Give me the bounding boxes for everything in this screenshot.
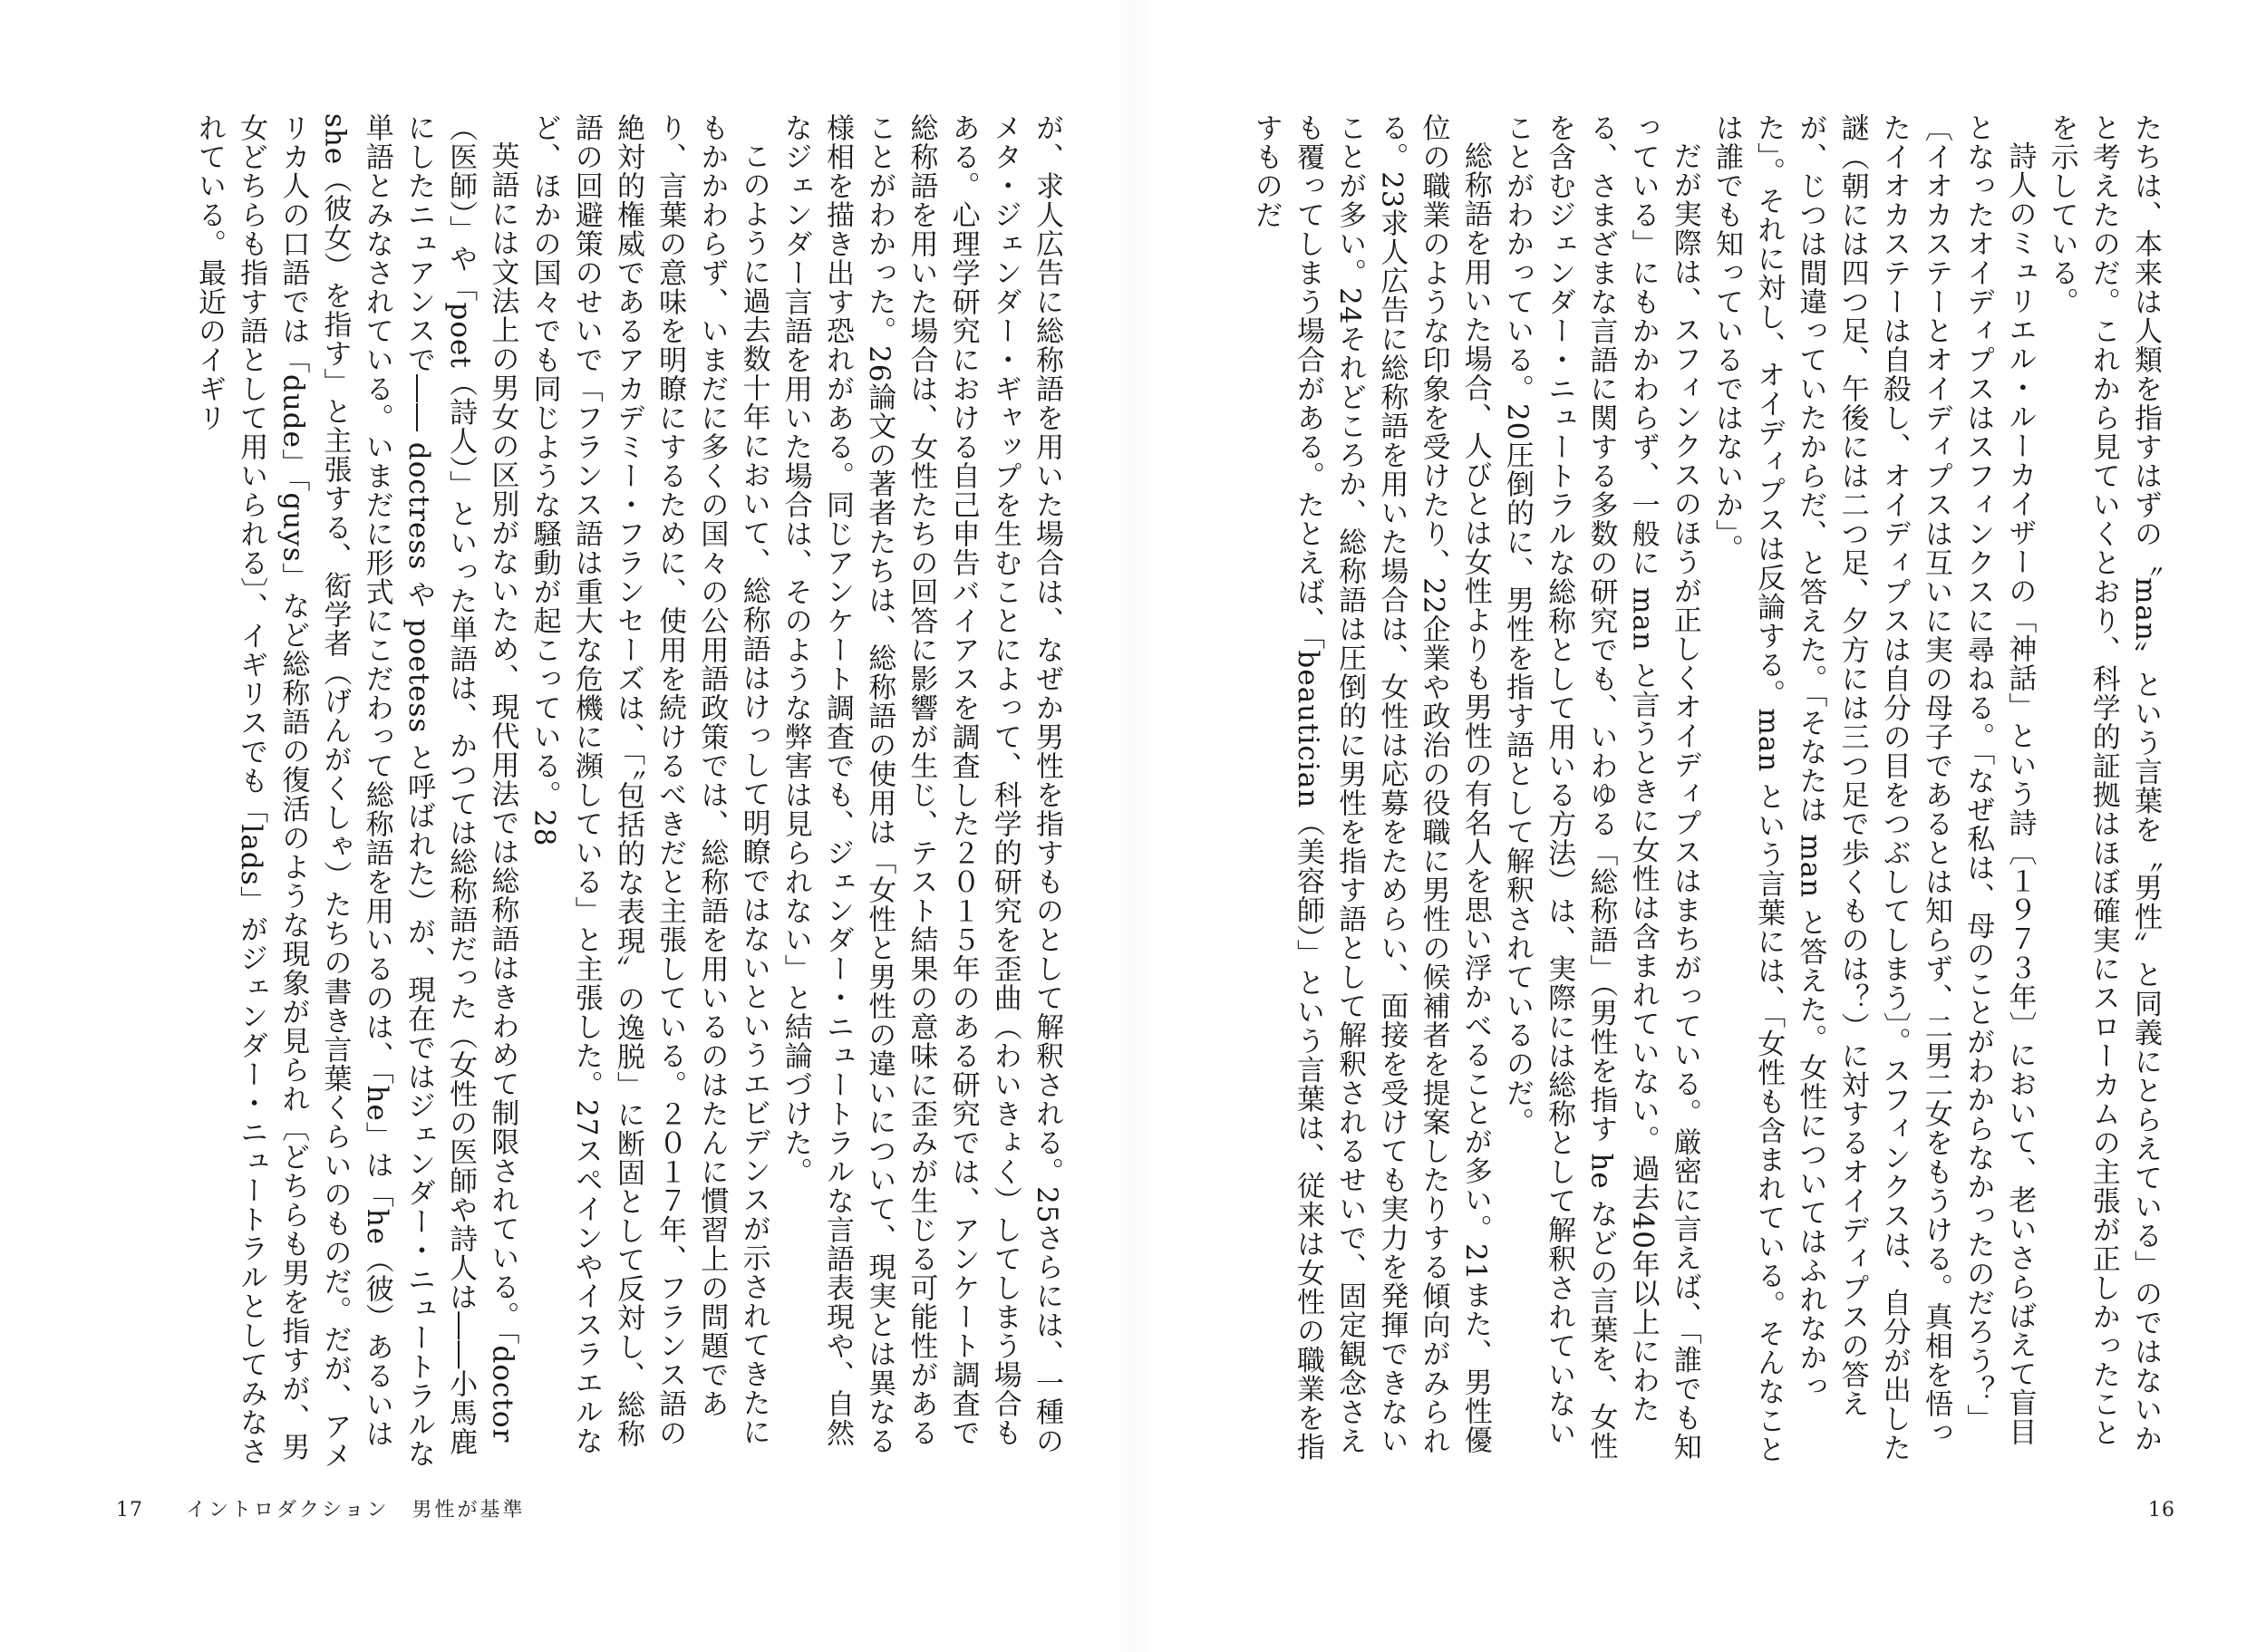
running-head: イントロダクション 男性が基準 [186,1499,526,1522]
right-page [1133,0,2266,1652]
right-page-number: 16 [2148,1499,2175,1522]
left-page-number: 17 [116,1499,143,1522]
right-page-body [1215,113,2166,1473]
left-paragraph-2: このように過去数十年において、総称語はけっして明瞭ではないというエビデンスが示されてきたにもかかわらず、いまだに多くの国々の公用語政策では、総称語を用いるのはたんに慣習上の問題であり、言葉の意味を明瞭にするために、使用を続けるべきだと主張している。２０１７年、フランス語の絶対的権威であるアカデミー・フランセーズは、「〝包括的な表現〟の逸脱」に断固として反対し、総称語の回避策のせいで「フランス語は重大な危機に瀕している」と主張した。27スペインやイスラエルなど、ほかの国々でも同じような騒動が起こっている。28 [528,113,770,1456]
right-paragraph-1: たちは、本来は人類を指すはずの〝man〟という言葉を〝男性〟と同義にとらえている」のではないかと考えたのだ。これから見ていくとおり、科学的証拠はほぼ確実にスローカムの主張が正しかったことを示している。 [2045,113,2162,1454]
right-paragraph-3: だが実際は、スフィンクスのほうが正しくオイディプスはまちがっている。厳密に言えば、「誰でも知っている」にもかかわらず、一般に man と言うときに女性は含まれていない。過去40年以上にわたる、さまざまな言語に関する多数の研究でも、いわゆる「総称語」（男性を指す he などの言葉を、女性を含むジェンダー・ニュートラルな総称として用いる方法）は、実際には総称として解釈されていないことがわかっている。20圧倒的に、男性を指す語として解釈されているのだ。 [1500,113,1701,1462]
left-paragraph-3: 英語には文法上の男女の区別がないため、現代用法では総称語はきわめて制限されている。「doctor（医師）」や「poet（詩人）」といった単語は、かつては総称語だった（女性の医師や詩人は――小馬鹿にしたニュアンスで―― doctress や poetess と呼ばれた）が、現在ではジェンダー・ニュートラルな単語とみなされている。いまだに形式にこだわって総称語を用いるのは、「he」は「he（彼）あるいは she（彼女）を指す」と主張する、衒学者（げんがくしゃ）たちの書き言葉くらいのものだ。だが、アメリカ人の口語では「dude」「guys」など総称語の復活のような現象が見られ〔どちらも男を指すが、男女どちらも指す語として用いられる〕、イギリスでも「lads」がジェンダー・ニュートラルとしてみなされている。最近のイギリ [192,113,519,1471]
left-paragraph-1: が、求人広告に総称語を用いた場合は、なぜか男性を指すものとして解釈される。25さらには、一種のメタ・ジェンダー・ギャップを生むことによって、科学的研究を歪曲（わいきょく）してしまう場合もある。心理学研究における自己申告バイアスを調査した２０１５年のある研究では、アンケート調査で総称語を用いた場合は、女性たちの回答に影響が生じ、テスト結果の意味に歪みが生じる可能性があることがわかった。26論文の著者たちは、総称語の使用は「女性と男性の違いについて、現実とは異なる様相を描き出す恐れがある。同じアンケート調査でも、ジェンダー・ニュートラルな言語表現や、自然なジェンダー言語を用いた場合は、そのような弊害は見られない」と結論づけた。 [779,113,1063,1456]
left-page-body [116,113,1068,1473]
right-paragraph-2: 詩人のミュリエル・ルーカイザーの「神話」という詩〔１９７３年〕において、老いさらばえて盲目となったオイディプスはスフィンクスに尋ねる。「なぜ私は、母のことがわからなかったのだろう？」〔イオカステーとオイディプスは互いに実の母子であるとは知らず、二男二女をもうける。真相を悟ったイオカステーは自殺し、オイディプスは自分の目をつぶしてしまう〕。スフィンクスは、自分が出した謎（朝には四つ足、午後には二つ足、夕方には三つ足で歩くものは？）に対するオイディプスの答えが、じつは間違っていたからだ、と答えた。「そなたは man と答えた。女性についてはふれなかった」。それに対し、オイディプスは反論する。man という言葉には、「女性も含まれている。そんなことは誰でも知っているではないか」。 [1709,113,2037,1464]
right-paragraph-4: 総称語を用いた場合、人びとは女性よりも男性の有名人を思い浮かべることが多い。21また、男性優位の職業のような印象を受けたり、22企業や政治の役職に男性の候補者を提案したりする傾向がみられる。23求人広告に総称語を用いた場合は、女性は応募をためらい、面接を受けても実力を発揮できないことが多い。24それどころか、総称語は圧倒的に男性を指す語として解釈されるせいで、固定観念さえも覆ってしまう場合がある。たとえば、「beautician（美容師）」という言葉は、従来は女性の職業を指すものだ [1249,113,1492,1462]
